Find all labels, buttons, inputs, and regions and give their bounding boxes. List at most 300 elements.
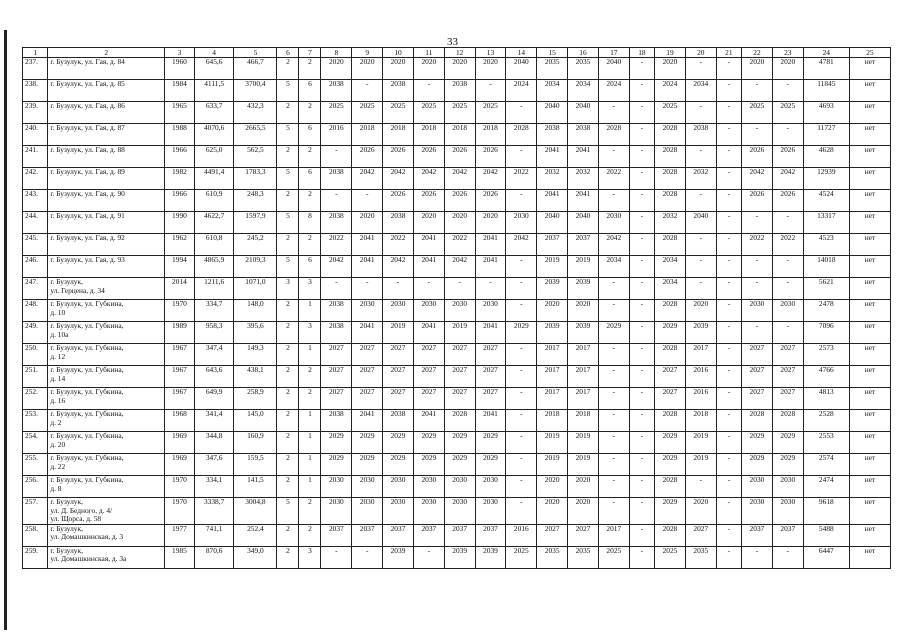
table-cell: 2: [299, 498, 321, 525]
table-cell: 2041: [475, 410, 506, 432]
row-number-cell: 253.: [23, 410, 48, 432]
table-cell: 2028: [772, 410, 803, 432]
table-cell: 2573: [803, 344, 849, 366]
address-cell: г. Бузулук, ул. Губкина, д. 20: [48, 432, 165, 454]
table-cell: -: [506, 432, 537, 454]
table-cell: 2037: [413, 524, 444, 546]
table-cell: 2017: [568, 344, 599, 366]
table-cell: -: [629, 168, 654, 190]
table-cell: 1783,3: [234, 168, 277, 190]
table-cell: 2027: [321, 366, 352, 388]
table-cell: -: [716, 146, 741, 168]
table-cell: 2: [277, 454, 299, 476]
address-cell: г. Бузулук, ул. Д. Бедного, д. 4/ ул. Щорса, д. 58: [48, 498, 165, 525]
table-cell: 2029: [655, 454, 686, 476]
table-cell: 2017: [537, 388, 568, 410]
table-cell: 2026: [383, 190, 414, 212]
table-cell: 2014: [165, 278, 195, 300]
table-cell: 1966: [165, 190, 195, 212]
table-cell: 2030: [413, 498, 444, 525]
table-cell: 2026: [352, 146, 383, 168]
table-cell: 2024: [506, 80, 537, 102]
table-cell: 625,0: [194, 146, 234, 168]
table-cell: 2025: [598, 546, 629, 568]
table-cell: 2042: [352, 168, 383, 190]
table-cell: 2035: [537, 546, 568, 568]
row-number-cell: 237.: [23, 58, 48, 80]
table-cell: 2026: [742, 146, 773, 168]
table-cell: 2029: [383, 454, 414, 476]
table-cell: -: [321, 190, 352, 212]
table-cell: 258,9: [234, 388, 277, 410]
table-cell: 2042: [598, 234, 629, 256]
table-cell: 3700,4: [234, 80, 277, 102]
table-cell: 2016: [506, 524, 537, 546]
table-cell: -: [716, 278, 741, 300]
table-cell: 2039: [685, 322, 716, 344]
table-cell: 2026: [475, 146, 506, 168]
table-cell: 2040: [568, 212, 599, 234]
table-cell: -: [629, 80, 654, 102]
table-cell: 2029: [655, 322, 686, 344]
table-cell: 334,1: [194, 476, 234, 498]
table-cell: -: [506, 102, 537, 124]
table-cell: 2034: [568, 80, 599, 102]
table-cell: 2037: [475, 524, 506, 546]
table-cell: 2025: [444, 102, 475, 124]
table-cell: 2029: [352, 454, 383, 476]
table-cell: -: [716, 410, 741, 432]
table-cell: 2027: [352, 366, 383, 388]
row-number-cell: 251.: [23, 366, 48, 388]
table-cell: 870,6: [194, 546, 234, 568]
table-cell: 2: [299, 524, 321, 546]
table-cell: -: [506, 278, 537, 300]
table-cell: 2038: [321, 80, 352, 102]
table-cell: 2020: [537, 476, 568, 498]
table-cell: 2038: [321, 168, 352, 190]
table-cell: 2038: [321, 300, 352, 322]
table-cell: 5: [277, 124, 299, 146]
table-cell: 1994: [165, 256, 195, 278]
column-number-cell: 23: [772, 48, 803, 58]
table-cell: 2018: [568, 410, 599, 432]
table-cell: 2019: [568, 432, 599, 454]
table-cell: 2025: [655, 102, 686, 124]
table-cell: 2030: [475, 476, 506, 498]
table-cell: -: [629, 212, 654, 234]
table-cell: 2024: [655, 80, 686, 102]
table-cell: 2028: [444, 410, 475, 432]
table-cell: -: [685, 476, 716, 498]
table-cell: -: [716, 58, 741, 80]
table-cell: 2037: [772, 524, 803, 546]
table-cell: 1211,6: [194, 278, 234, 300]
column-number-cell: 21: [716, 48, 741, 58]
address-cell: г. Бузулук, ул. Гая, д. 91: [48, 212, 165, 234]
table-cell: 2: [277, 410, 299, 432]
address-cell: г. Бузулук, ул. Гая, д. 85: [48, 80, 165, 102]
table-cell: 2039: [568, 278, 599, 300]
table-cell: 2039: [383, 546, 414, 568]
table-cell: -: [685, 278, 716, 300]
table-cell: -: [629, 524, 654, 546]
table-cell: 1: [299, 300, 321, 322]
table-cell: нет: [849, 454, 890, 476]
table-cell: 4693: [803, 102, 849, 124]
address-cell: г. Бузулук, ул. Гая, д. 92: [48, 234, 165, 256]
table-row: [23, 278, 891, 300]
table-cell: 2025: [655, 546, 686, 568]
table-cell: -: [772, 322, 803, 344]
table-cell: 2030: [475, 300, 506, 322]
table-cell: -: [742, 256, 773, 278]
table-cell: 2030: [413, 476, 444, 498]
table-cell: 5: [277, 168, 299, 190]
table-cell: -: [598, 278, 629, 300]
table-cell: 2027: [655, 366, 686, 388]
row-number-cell: 247.: [23, 278, 48, 300]
table-row: [23, 322, 891, 344]
address-cell: г. Бузулук, ул. Губкина, д. 8: [48, 476, 165, 498]
table-cell: 2037: [568, 234, 599, 256]
table-cell: 2029: [475, 454, 506, 476]
table-cell: 344,8: [194, 432, 234, 454]
page-number: 33: [447, 36, 458, 48]
table-cell: 2: [299, 190, 321, 212]
table-cell: 1960: [165, 58, 195, 80]
table-cell: 1: [299, 432, 321, 454]
table-cell: -: [506, 476, 537, 498]
table-cell: -: [685, 146, 716, 168]
table-cell: -: [506, 454, 537, 476]
table-cell: 2020: [655, 58, 686, 80]
table-row: [23, 454, 891, 476]
table-cell: 2028: [655, 300, 686, 322]
table-cell: 2029: [742, 454, 773, 476]
table-cell: -: [772, 212, 803, 234]
table-cell: 1: [299, 454, 321, 476]
table-cell: -: [506, 344, 537, 366]
table-cell: -: [321, 546, 352, 568]
table-cell: 2035: [537, 58, 568, 80]
table-cell: 2028: [655, 234, 686, 256]
column-number-cell: 7: [299, 48, 321, 58]
row-number-cell: 256.: [23, 476, 48, 498]
table-cell: -: [772, 80, 803, 102]
table-cell: -: [475, 80, 506, 102]
table-cell: 2030: [475, 498, 506, 525]
row-number-cell: 241.: [23, 146, 48, 168]
table-cell: 1967: [165, 366, 195, 388]
table-cell: -: [742, 322, 773, 344]
table-cell: 2020: [537, 300, 568, 322]
table-cell: 2039: [537, 278, 568, 300]
table-cell: 252,4: [234, 524, 277, 546]
table-cell: 2037: [383, 524, 414, 546]
address-cell: г. Бузулук, ул. Губкина, д. 12: [48, 344, 165, 366]
table-cell: -: [629, 322, 654, 344]
table-cell: 2041: [475, 256, 506, 278]
table-cell: 2: [299, 102, 321, 124]
table-cell: 2: [277, 234, 299, 256]
table-cell: 2034: [598, 256, 629, 278]
table-cell: нет: [849, 524, 890, 546]
table-cell: 2020: [568, 498, 599, 525]
table-cell: 2: [277, 546, 299, 568]
table-cell: 2: [277, 388, 299, 410]
table-cell: -: [716, 212, 741, 234]
table-cell: 4070,6: [194, 124, 234, 146]
table-cell: 2027: [352, 344, 383, 366]
table-cell: 2020: [352, 212, 383, 234]
table-cell: 2020: [413, 58, 444, 80]
table-cell: 2038: [568, 124, 599, 146]
table-cell: 2: [299, 146, 321, 168]
table-cell: 2032: [655, 212, 686, 234]
table-cell: 2026: [383, 146, 414, 168]
table-cell: 2016: [685, 388, 716, 410]
table-cell: 2037: [352, 524, 383, 546]
table-cell: -: [352, 80, 383, 102]
table-cell: 2020: [475, 58, 506, 80]
table-cell: 1988: [165, 124, 195, 146]
table-cell: 2018: [475, 124, 506, 146]
table-cell: 2038: [321, 410, 352, 432]
column-number-row: [23, 48, 891, 58]
table-cell: 13317: [803, 212, 849, 234]
table-cell: 2030: [742, 476, 773, 498]
table-cell: 2025: [506, 546, 537, 568]
table-cell: нет: [849, 256, 890, 278]
address-cell: г. Бузулук, ул. Губкина, д. 10а: [48, 322, 165, 344]
table-cell: 1970: [165, 476, 195, 498]
table-cell: -: [506, 300, 537, 322]
table-cell: нет: [849, 300, 890, 322]
table-cell: 2041: [352, 234, 383, 256]
table-cell: 2030: [413, 300, 444, 322]
table-cell: 341,4: [194, 410, 234, 432]
table-cell: -: [716, 124, 741, 146]
table-cell: -: [629, 102, 654, 124]
table-cell: -: [772, 278, 803, 300]
table-cell: -: [772, 546, 803, 568]
table-cell: 2030: [772, 300, 803, 322]
table-cell: 2026: [772, 146, 803, 168]
table-cell: 643,6: [194, 366, 234, 388]
table-cell: 2041: [413, 410, 444, 432]
table-cell: 8: [299, 212, 321, 234]
table-cell: 4865,9: [194, 256, 234, 278]
table-cell: -: [716, 366, 741, 388]
table-cell: 347,4: [194, 344, 234, 366]
table-cell: 2042: [383, 256, 414, 278]
table-cell: -: [598, 344, 629, 366]
table-cell: -: [716, 546, 741, 568]
table-row: [23, 212, 891, 234]
column-number-cell: 11: [413, 48, 444, 58]
table-cell: 2029: [742, 432, 773, 454]
table-cell: 1071,0: [234, 278, 277, 300]
table-cell: -: [629, 234, 654, 256]
row-number-cell: 240.: [23, 124, 48, 146]
table-cell: 1982: [165, 168, 195, 190]
table-cell: 2018: [413, 124, 444, 146]
table-cell: 2019: [537, 454, 568, 476]
table-cell: нет: [849, 366, 890, 388]
table-cell: 2038: [383, 212, 414, 234]
table-cell: 2027: [444, 344, 475, 366]
table-row: [23, 190, 891, 212]
table-cell: 6: [299, 124, 321, 146]
table-cell: 2042: [475, 168, 506, 190]
table-cell: -: [716, 102, 741, 124]
table-cell: 2030: [352, 498, 383, 525]
table-cell: -: [413, 546, 444, 568]
table-cell: 2037: [444, 524, 475, 546]
table-cell: 2030: [383, 476, 414, 498]
table-cell: 2040: [537, 212, 568, 234]
table-cell: -: [629, 366, 654, 388]
table-cell: 2022: [506, 168, 537, 190]
table-cell: 11845: [803, 80, 849, 102]
table-cell: 2025: [321, 102, 352, 124]
table-row: [23, 410, 891, 432]
table-cell: 432,3: [234, 102, 277, 124]
table-cell: 2019: [568, 454, 599, 476]
table-cell: 2027: [383, 366, 414, 388]
table-cell: 2019: [383, 322, 414, 344]
table-cell: 2037: [537, 234, 568, 256]
row-number-cell: 250.: [23, 344, 48, 366]
table-row: [23, 344, 891, 366]
table-cell: 3004,8: [234, 498, 277, 525]
table-cell: -: [629, 256, 654, 278]
table-cell: -: [629, 190, 654, 212]
table-cell: 2029: [352, 432, 383, 454]
table-cell: -: [629, 476, 654, 498]
table-cell: 2020: [475, 212, 506, 234]
row-number-cell: 257.: [23, 498, 48, 525]
column-number-cell: 24: [803, 48, 849, 58]
row-number-cell: 248.: [23, 300, 48, 322]
table-cell: 2025: [772, 102, 803, 124]
table-cell: 2027: [444, 388, 475, 410]
table-cell: 2: [277, 300, 299, 322]
table-cell: 2030: [321, 476, 352, 498]
table-cell: 2029: [598, 322, 629, 344]
table-cell: 6: [299, 168, 321, 190]
column-number-cell: 9: [352, 48, 383, 58]
table-cell: 1985: [165, 546, 195, 568]
table-cell: 2042: [321, 256, 352, 278]
table-cell: 2020: [444, 58, 475, 80]
table-cell: нет: [849, 476, 890, 498]
table-cell: 2040: [598, 58, 629, 80]
table-cell: 2042: [444, 168, 475, 190]
table-cell: 2020: [537, 498, 568, 525]
row-number-cell: 259.: [23, 546, 48, 568]
table-cell: 2027: [655, 388, 686, 410]
table-cell: 2041: [413, 234, 444, 256]
table-cell: 1: [299, 410, 321, 432]
column-number-cell: 19: [655, 48, 686, 58]
column-number-cell: 25: [849, 48, 890, 58]
table-cell: нет: [849, 124, 890, 146]
table-cell: 2027: [321, 344, 352, 366]
table-cell: -: [506, 498, 537, 525]
table-row: [23, 476, 891, 498]
table-cell: 2042: [506, 234, 537, 256]
table-row: [23, 124, 891, 146]
table-cell: -: [629, 454, 654, 476]
column-number-cell: 5: [234, 48, 277, 58]
table-cell: 2041: [475, 234, 506, 256]
table-cell: 5: [277, 212, 299, 234]
table-cell: 1969: [165, 454, 195, 476]
table-cell: 2027: [475, 344, 506, 366]
address-cell: г. Бузулук, ул. Гая, д. 84: [48, 58, 165, 80]
table-cell: 7096: [803, 322, 849, 344]
table-cell: 2038: [444, 80, 475, 102]
table-cell: 5488: [803, 524, 849, 546]
table-cell: -: [716, 168, 741, 190]
table-cell: -: [629, 546, 654, 568]
table-cell: 2039: [537, 322, 568, 344]
table-cell: -: [716, 432, 741, 454]
table-cell: 2020: [772, 58, 803, 80]
table-cell: -: [742, 278, 773, 300]
table-cell: 2030: [772, 476, 803, 498]
row-number-cell: 239.: [23, 102, 48, 124]
table-cell: 2038: [383, 410, 414, 432]
table-cell: 2042: [444, 256, 475, 278]
table-cell: 395,6: [234, 322, 277, 344]
table-cell: 245,2: [234, 234, 277, 256]
row-number-cell: 245.: [23, 234, 48, 256]
table-cell: 2041: [568, 146, 599, 168]
address-cell: г. Бузулук, ул. Гая, д. 93: [48, 256, 165, 278]
table-cell: -: [629, 58, 654, 80]
table-cell: нет: [849, 432, 890, 454]
table-cell: 3: [277, 278, 299, 300]
table-cell: -: [716, 322, 741, 344]
table-cell: 2022: [444, 234, 475, 256]
column-number-cell: 2: [48, 48, 165, 58]
table-cell: 2029: [413, 454, 444, 476]
table-cell: 2574: [803, 454, 849, 476]
table-cell: 466,7: [234, 58, 277, 80]
table-cell: 5: [277, 256, 299, 278]
table-cell: нет: [849, 190, 890, 212]
table-cell: 2028: [655, 190, 686, 212]
table-cell: нет: [849, 146, 890, 168]
table-cell: -: [413, 80, 444, 102]
table-cell: 2029: [444, 454, 475, 476]
table-cell: 2020: [413, 212, 444, 234]
table-cell: нет: [849, 322, 890, 344]
table-cell: 2030: [444, 498, 475, 525]
register-table: [22, 47, 891, 569]
table-cell: -: [716, 344, 741, 366]
table-cell: 2528: [803, 410, 849, 432]
table-cell: -: [742, 212, 773, 234]
table-cell: -: [742, 546, 773, 568]
table-cell: 2: [277, 322, 299, 344]
address-cell: г. Бузулук, ул. Губкина, д. 16: [48, 388, 165, 410]
row-number-cell: 255.: [23, 454, 48, 476]
table-cell: 610,8: [194, 234, 234, 256]
